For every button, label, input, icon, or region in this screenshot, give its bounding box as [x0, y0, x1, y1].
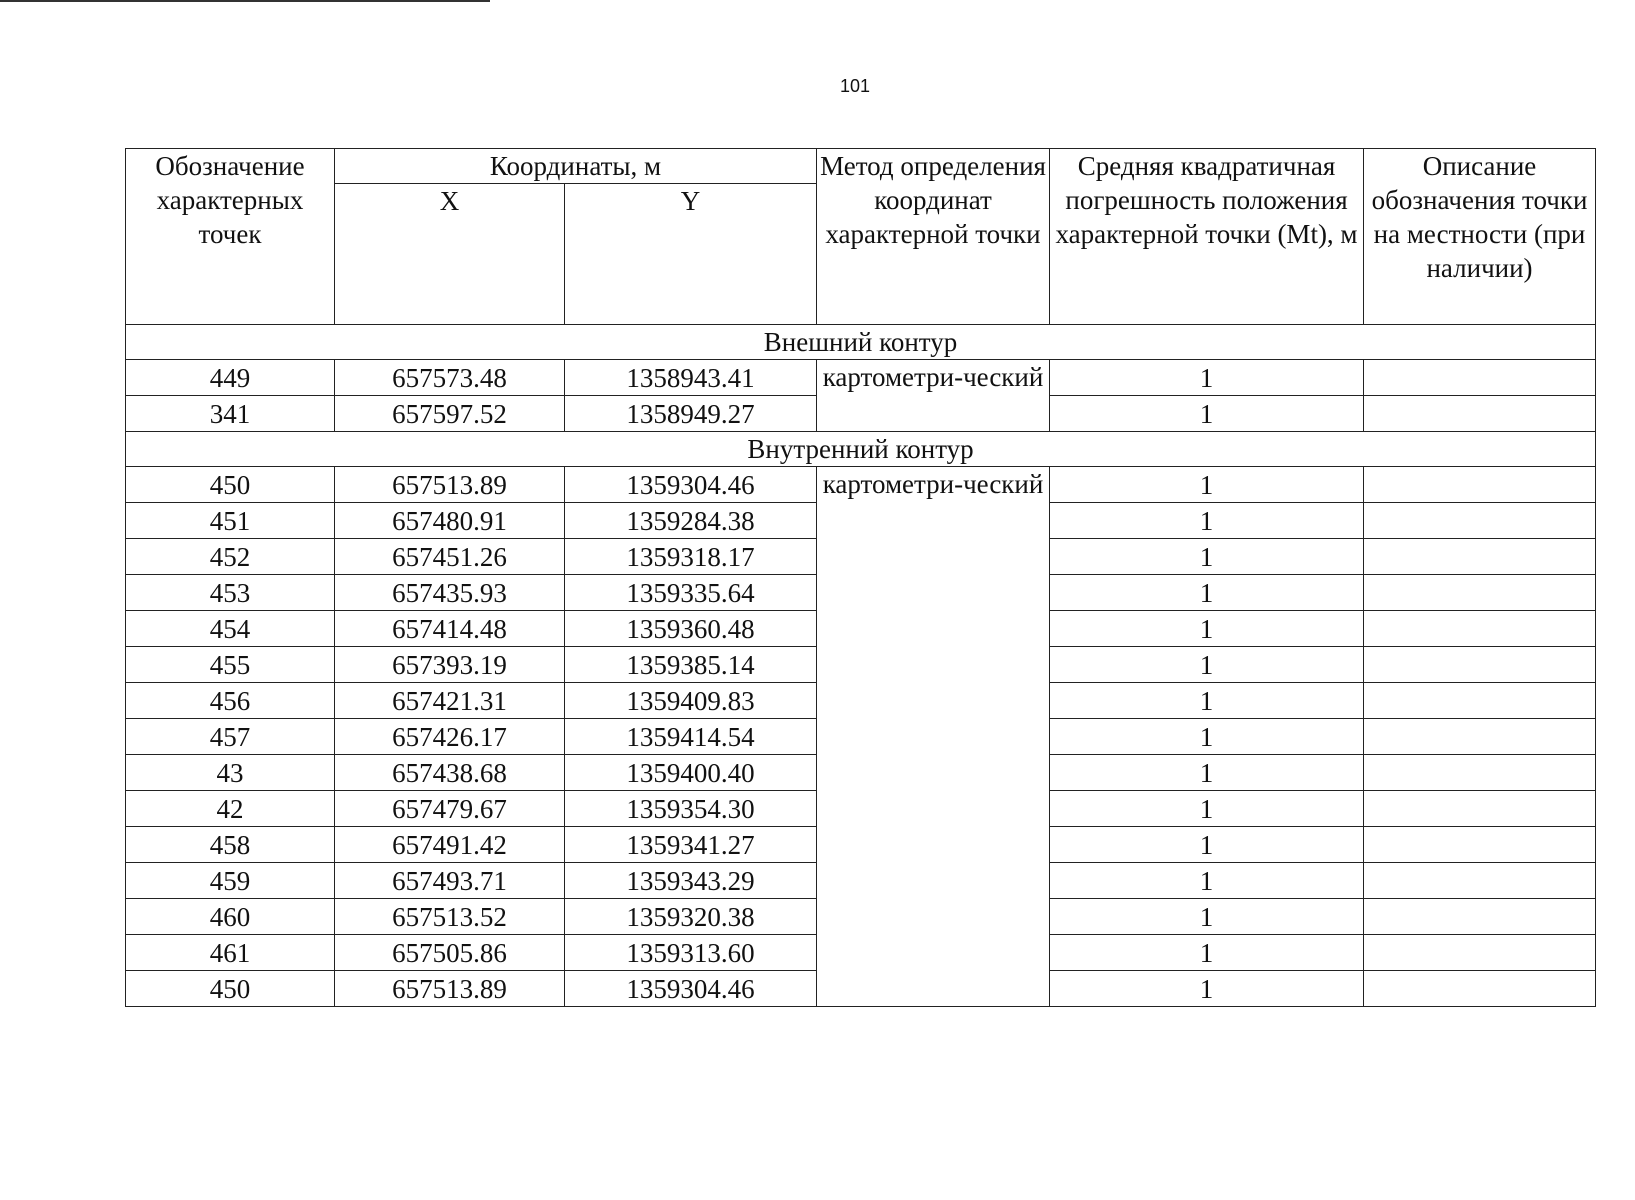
section-title: Внутренний контур	[126, 432, 1596, 467]
y-cell: 1359354.30	[565, 791, 817, 827]
description-cell	[1364, 899, 1596, 935]
coordinates-table	[125, 148, 1596, 1007]
section-row	[126, 432, 1596, 467]
description-cell	[1364, 755, 1596, 791]
error-cell: 1	[1050, 755, 1364, 791]
error-cell: 1	[1050, 791, 1364, 827]
description-cell	[1364, 935, 1596, 971]
header-x: X	[335, 184, 565, 325]
error-cell: 1	[1050, 863, 1364, 899]
top-rule	[0, 0, 490, 2]
error-cell: 1	[1050, 935, 1364, 971]
point-id-cell: 458	[126, 827, 335, 863]
y-cell: 1359304.46	[565, 971, 817, 1007]
error-cell: 1	[1050, 575, 1364, 611]
y-cell: 1359400.40	[565, 755, 817, 791]
y-cell: 1359409.83	[565, 683, 817, 719]
description-cell	[1364, 360, 1596, 396]
table-body	[126, 325, 1596, 1007]
description-cell	[1364, 575, 1596, 611]
table-header	[126, 149, 1596, 325]
error-cell: 1	[1050, 647, 1364, 683]
point-id-cell: 341	[126, 396, 335, 432]
section-title: Внешний контур	[126, 325, 1596, 360]
error-cell: 1	[1050, 396, 1364, 432]
error-cell: 1	[1050, 611, 1364, 647]
y-cell: 1359304.46	[565, 467, 817, 503]
header-coordinates: Координаты, м	[335, 149, 817, 184]
point-id-cell: 455	[126, 647, 335, 683]
y-cell: 1359360.48	[565, 611, 817, 647]
y-cell: 1359385.14	[565, 647, 817, 683]
x-cell: 657513.89	[335, 467, 565, 503]
point-id-cell: 451	[126, 503, 335, 539]
x-cell: 657451.26	[335, 539, 565, 575]
y-cell: 1358949.27	[565, 396, 817, 432]
x-cell: 657513.89	[335, 971, 565, 1007]
point-id-cell: 454	[126, 611, 335, 647]
description-cell	[1364, 539, 1596, 575]
method-cell: картометри-ческий	[817, 360, 1050, 432]
point-id-cell: 453	[126, 575, 335, 611]
description-cell	[1364, 827, 1596, 863]
y-cell: 1359343.29	[565, 863, 817, 899]
method-cell: картометри-ческий	[817, 467, 1050, 1007]
error-cell: 1	[1050, 971, 1364, 1007]
x-cell: 657435.93	[335, 575, 565, 611]
description-cell	[1364, 467, 1596, 503]
point-id-cell: 460	[126, 899, 335, 935]
point-id-cell: 459	[126, 863, 335, 899]
point-id-cell: 450	[126, 467, 335, 503]
description-cell	[1364, 611, 1596, 647]
page-number: 101	[839, 76, 871, 96]
y-cell: 1359414.54	[565, 719, 817, 755]
x-cell: 657491.42	[335, 827, 565, 863]
x-cell: 657493.71	[335, 863, 565, 899]
point-id-cell: 456	[126, 683, 335, 719]
description-cell	[1364, 396, 1596, 432]
error-cell: 1	[1050, 683, 1364, 719]
description-cell	[1364, 791, 1596, 827]
table-row	[126, 360, 1596, 396]
x-cell: 657421.31	[335, 683, 565, 719]
y-cell: 1358943.41	[565, 360, 817, 396]
x-cell: 657513.52	[335, 899, 565, 935]
description-cell	[1364, 647, 1596, 683]
point-id-cell: 461	[126, 935, 335, 971]
x-cell: 657505.86	[335, 935, 565, 971]
point-id-cell: 43	[126, 755, 335, 791]
error-cell: 1	[1050, 539, 1364, 575]
error-cell: 1	[1050, 827, 1364, 863]
x-cell: 657393.19	[335, 647, 565, 683]
section-row	[126, 325, 1596, 360]
point-id-cell: 449	[126, 360, 335, 396]
header-point-id: Обозначение характерных точек	[126, 149, 335, 325]
error-cell: 1	[1050, 503, 1364, 539]
x-cell: 657426.17	[335, 719, 565, 755]
description-cell	[1364, 683, 1596, 719]
x-cell: 657597.52	[335, 396, 565, 432]
error-cell: 1	[1050, 467, 1364, 503]
x-cell: 657438.68	[335, 755, 565, 791]
table-row	[126, 467, 1596, 503]
y-cell: 1359313.60	[565, 935, 817, 971]
description-cell	[1364, 719, 1596, 755]
header-description: Описание обозначения точки на местности (при наличии)	[1364, 149, 1596, 325]
description-cell	[1364, 971, 1596, 1007]
y-cell: 1359284.38	[565, 503, 817, 539]
y-cell: 1359320.38	[565, 899, 817, 935]
point-id-cell: 457	[126, 719, 335, 755]
header-error: Средняя квадратичная погрешность положения характерной точки (Mt), м	[1050, 149, 1364, 325]
error-cell: 1	[1050, 360, 1364, 396]
header-y: Y	[565, 184, 817, 325]
point-id-cell: 450	[126, 971, 335, 1007]
x-cell: 657573.48	[335, 360, 565, 396]
description-cell	[1364, 863, 1596, 899]
x-cell: 657479.67	[335, 791, 565, 827]
y-cell: 1359335.64	[565, 575, 817, 611]
y-cell: 1359318.17	[565, 539, 817, 575]
error-cell: 1	[1050, 899, 1364, 935]
error-cell: 1	[1050, 719, 1364, 755]
point-id-cell: 42	[126, 791, 335, 827]
description-cell	[1364, 503, 1596, 539]
x-cell: 657414.48	[335, 611, 565, 647]
x-cell: 657480.91	[335, 503, 565, 539]
point-id-cell: 452	[126, 539, 335, 575]
header-method: Метод определения координат характерной точки	[817, 149, 1050, 325]
y-cell: 1359341.27	[565, 827, 817, 863]
